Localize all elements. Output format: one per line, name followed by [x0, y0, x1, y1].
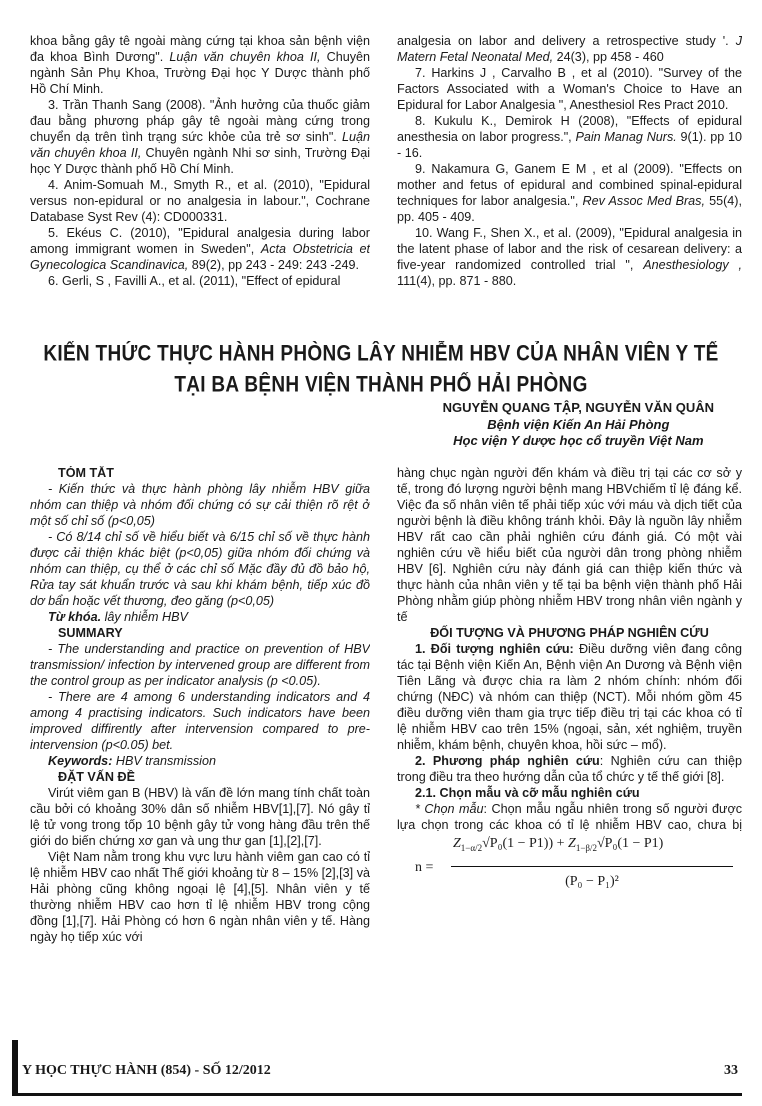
- reference-text: 8. Kukulu K., Demirok H (2008), "Effects of epidural anesthesia on labor progress.",: [397, 113, 742, 144]
- tomtat-paragraph-2: - Có 8/14 chỉ số về hiểu biết và 6/15 chỉ số về thực hành được cải thiện khác biệt (p<0,05) giữa nhóm đối chứng và nhóm can thiệp, cụ thể ở các chỉ số Mặc đầy đủ đồ bảo hộ, Rửa tay sát khuẩn trước và sau khi khám bệnh, tiếp xúc đồ dơ bẩn hoặc vết thương, đeo găng (p<0,05): [30, 529, 370, 608]
- reference-source: Rev Assoc Med Bras,: [582, 193, 705, 208]
- reference-entry: [397, 162, 742, 226]
- doituong-label: 1. Đối tượng nghiên cứu:: [415, 641, 574, 656]
- keywords-label: Keywords:: [48, 753, 113, 768]
- author-names: NGUYỄN QUANG TẬP, NGUYỄN VĂN QUÂN: [442, 400, 714, 415]
- keywords-text: HBV transmission: [112, 753, 216, 768]
- reference-entry: [30, 274, 370, 290]
- chonmau-paragraph: [397, 802, 742, 832]
- affiliation-1: Bệnh viện Kiến An Hải Phòng: [487, 416, 670, 432]
- phuongphap-text: : Nghiên cứu can thiệp trong điều tra theo hướng dẫn của tổ chức y tế thế giới [8].: [397, 753, 742, 784]
- author-block: [443, 400, 714, 450]
- reference-entry: [397, 66, 742, 114]
- reference-text: 6. Gerli, S , Favilli A., et al. (2011), "Effect of epidural: [48, 273, 341, 288]
- summary-paragraph-2: - There are 4 among 6 understanding indicators and 4 among 4 practising indicators. Such indicators have been improved diffirently after intervension compared to pre- intervension (p<0.05) bet.: [30, 689, 370, 752]
- reference-details: Chuyên ngành Nhi sơ sinh, Trường Đại học Y Dược thành phố Hồ Chí Minh.: [30, 145, 370, 176]
- datvande-paragraph-2: Việt Nam nằm trong khu vực lưu hành viêm gan cao có tỉ lệ nhiễm HBV cao nhất Thế giới khoảng từ 8 – 15% [2],[3] và Hải phòng cũng không ngoại lệ [4],[5]. Nhân viên y tế thường nhiễm HBV cao hơn tỉ lệ nhiễm HBV trong cộng đồng [1],[7]. Hải Phòng có hơn 6 ngàn nhân viên y tế. Hàng ngày họ tiếp xúc với: [30, 849, 370, 944]
- formula-fraction-bar: [451, 866, 733, 867]
- reference-entry: [30, 226, 370, 274]
- datvande-heading: ĐẶT VẤN ĐỀ: [58, 769, 135, 784]
- reference-source: Anesthesiology ,: [643, 257, 742, 272]
- references-right-column: [397, 34, 742, 312]
- reference-source: J Matern Fetal Neonatal Med,: [397, 34, 742, 64]
- formula-z1: Z: [453, 836, 461, 851]
- formula-lhs: n =: [415, 860, 434, 875]
- doituong-paragraph: [397, 642, 742, 754]
- chonmau-text: : Chọn mẫu ngẫu nhiên trong số người được lựa chọn trong các khoa có tỉ lệ nhiễm HBV cao, chưa bị: [397, 801, 742, 832]
- formula-sub2: 1−β/2: [575, 842, 597, 853]
- tukhoa-label: Từ khóa.: [48, 609, 102, 624]
- reference-text: 4. Anim-Somuah M., Smyth R., et al. (2010), "Epidural versus non-epidural or no analgesia in labour.", Cochrane Database Syst Rev (4): CD000331.: [30, 177, 370, 224]
- reference-details: 9(1). pp 10 - 16.: [397, 129, 742, 160]
- tomtat-paragraph-1: - Kiến thức và thực hành phòng lây nhiễm HBV giữa nhóm can thiệp và nhóm đối chứng có sự cải thiện rõ rệt ở một số chỉ số (p<0,05): [30, 481, 370, 528]
- formula-z2: Z: [568, 836, 576, 851]
- journal-footer: Y HỌC THỰC HÀNH (854) - SỐ 12/2012: [22, 1063, 271, 1078]
- intro-continuation: hàng chục ngàn người đến khám và điều trị tại các cơ sở y tế, trong đó lượng người bệnh mang HBVchiếm tỉ lệ đáng kể. Việc đa số nhân viên tế phải tiếp xúc với máu và dịch tiết của người bệnh là điều không tránh khỏi. Đây là nguồn lây nhiễm HBV rất cao cần phải nghiên cứu đánh giá. Có một vài nghiên cứu về hiểu biết của người dân trong phòng nhiễm HBV [6]. Nghiên cứu này đánh giá can thiệp kiến thức và thực hành của nhân viên y tế tại ba bệnh viện thành phố Hải Phòng nhằm giúp phòng nhiễm HBV trong nhân viên ngành y tế: [397, 466, 742, 624]
- phuongphap-paragraph: [397, 754, 742, 786]
- reference-source: Pain Manag Nurs.: [575, 129, 677, 144]
- footer-rule: [12, 1093, 742, 1096]
- reference-entry: [397, 226, 742, 290]
- phuongphap-label: 2. Phương pháp nghiên cứu: [415, 753, 600, 768]
- reference-details: 89(2), pp 243 - 249: 243 -249.: [188, 257, 360, 272]
- reference-details: 111(4), pp. 871 - 880.: [397, 273, 517, 288]
- section-2-1-heading: 2.1. Chọn mẫu và cỡ mẫu nghiên cứu: [415, 785, 640, 800]
- reference-text: 3. Trần Thanh Sang (2008). "Ảnh hưởng của thuốc giảm đau bằng phương pháp gây tê ngoài màng cứng trong chuyển dạ trên tình trạng sức khỏe của trẻ sơ sinh".: [30, 97, 370, 144]
- page-number: 33: [724, 1063, 738, 1078]
- reference-details: Chuyên ngành Sản Phụ Khoa, Trường Đại học Y Dược thành phố Hồ Chí Minh.: [30, 49, 370, 96]
- reference-text: 7. Harkins J , Carvalho B , et al (2010). "Survey of the Factors Associated with a Woman's Choice to Have an Epidural for Labor Analgesia ", Anesthesiol Res Pract 2010.: [397, 65, 742, 112]
- reference-details: 55(4), pp. 405 - 409.: [397, 193, 742, 224]
- formula-term2: √P₀(1 − P1): [596, 836, 664, 851]
- summary-paragraph-1: - The understanding and practice on prevention of HBV transmission/ infection by intervened group are different from the control group as per indicator analysis (p <0.05).: [30, 641, 370, 688]
- reference-source: Acta Obstetricia et Gynecologica Scandinavica,: [30, 241, 370, 272]
- body-right-column: [397, 466, 742, 832]
- footer-side-bar: [12, 1040, 18, 1096]
- reference-details: 24(3), pp 458 - 460: [553, 49, 664, 64]
- article-title-line-2: TẠI BA BỆNH VIỆN THÀNH PHỐ HẢI PHÒNG: [174, 373, 588, 398]
- datvande-paragraph-1: Virút viêm gan B (HBV) là vấn đề lớn mang tính chất toàn cầu bởi có khoảng 30% dân số nhiễm HBV[1],[7]. Nó gây tỉ lệ tử vong trong tốp 10 bệnh gây tử vong hàng đầu trên thế giới do biến chứng xơ gan và ung thư gan [1],[2],[7].: [30, 785, 370, 848]
- reference-source: Luận văn chuyên khoa II,: [169, 49, 321, 64]
- reference-text: 9. Nakamura G, Ganem E M , et al (2009). "Effects on mother and fetus of epidural and combined spinal-epidural techniques for labor analgesia.",: [397, 161, 742, 208]
- reference-entry: [30, 98, 370, 178]
- reference-entry: [397, 114, 742, 162]
- references-left-column: [30, 34, 370, 312]
- tukhoa-text: lây nhiễm HBV: [101, 609, 188, 624]
- chonmau-label: * Chọn mẫu: [415, 801, 484, 816]
- formula-sub1: 1−α/2: [460, 842, 483, 853]
- keywords-line: [30, 754, 370, 770]
- reference-source: Luận văn chuyên khoa II,: [30, 129, 370, 160]
- formula-term1: √P₀(1 − P1)) +: [482, 836, 569, 851]
- reference-text: analgesia on labor and delivery a retrospective study '.: [397, 34, 736, 48]
- doituong-heading: ĐỐI TƯỢNG VÀ PHƯƠNG PHÁP NGHIÊN CỨU: [430, 625, 709, 640]
- doituong-text: Điều dưỡng viên đang công tác tại Bệnh viện Kiến An, Bệnh viện An Dương và Bệnh viện Tiên Lãng và được chia ra làm 2 nhóm chính: nhóm đối chứng (NĐC) và nhóm can thiệp (NCT). Mỗi nhóm gồm 45 điều dưỡng viên tham gia trực tiếp điều trị tại các khoa có tỉ lệ nhiễm HBV cao trên 15% (ngoại, sản, xét nghiệm, truyền nhiễm, khám bệnh, chuyên khoa, hồi sức – mổ).: [397, 641, 742, 752]
- reference-entry: [30, 34, 370, 98]
- reference-text: khoa bằng gây tê ngoài màng cứng tại khoa sản bệnh viện đa khoa Bình Dương".: [30, 34, 370, 64]
- tukhoa-line: [30, 610, 370, 626]
- reference-text: 5. Ekéus C. (2010), "Epidural analgesia during labor among immigrant women in Sweden",: [30, 225, 370, 256]
- reference-entry: [30, 178, 370, 226]
- sample-size-formula: [415, 833, 735, 913]
- reference-text: 10. Wang F., Shen X., et al. (2009), "Epidural analgesia in the latent phase of labor and the risk of cesarean delivery: a five-year randomized controlled trial ",: [397, 225, 742, 272]
- formula-numerator: [453, 835, 663, 854]
- tomtat-heading: TÓM TẮT: [58, 466, 114, 480]
- formula-denominator: (P₀ − P₁)²: [565, 874, 619, 889]
- body-left-column: [30, 466, 370, 1038]
- summary-heading: SUMMARY: [58, 625, 123, 640]
- article-title-line-1: KIẾN THỨC THỰC HÀNH PHÒNG LÂY NHIỄM HBV CỦA NHÂN VIÊN Y TẾ: [43, 342, 719, 367]
- affiliation-2: Học viện Y dược học cổ truyền Việt Nam: [453, 433, 704, 448]
- reference-entry: [397, 34, 742, 66]
